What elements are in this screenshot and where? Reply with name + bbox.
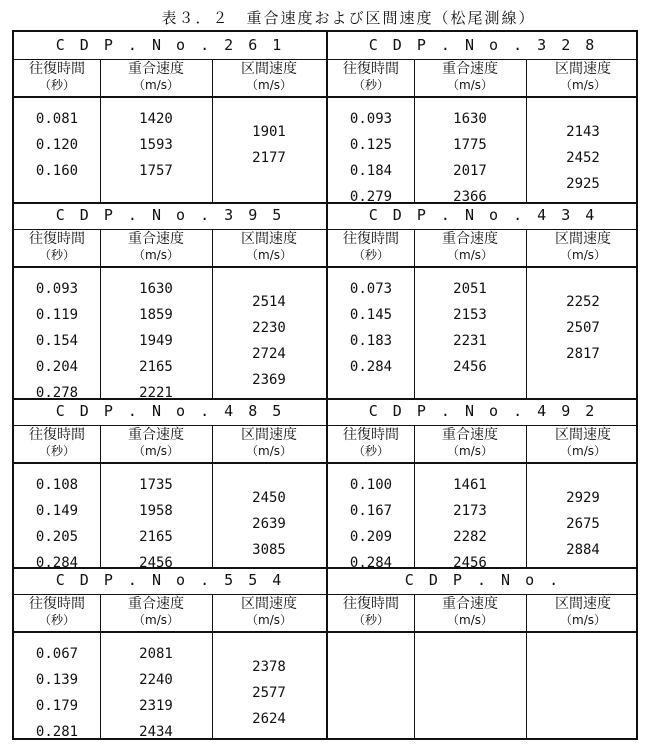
header-unit: （m/s）	[560, 444, 606, 458]
table-cell: 2153	[453, 307, 487, 323]
table-cell: 1958	[139, 503, 173, 519]
header-rule	[14, 266, 326, 268]
header-unit: （秒）	[38, 444, 75, 458]
cdp-title: C D P . N o . 4 9 2	[328, 398, 638, 426]
table-cell: 0.284	[349, 555, 393, 571]
time-header	[328, 594, 414, 630]
header-label: 重合速度	[442, 596, 498, 612]
header-label: 往復時間	[343, 427, 399, 443]
header-unit: （m/s）	[246, 613, 292, 627]
interval-velocity-column	[526, 485, 640, 563]
cdp-title: C D P . N o . 4 8 5	[14, 398, 326, 426]
stacking-velocity-header	[100, 229, 212, 265]
table-cell: 2456	[453, 555, 487, 571]
header-unit: （m/s）	[246, 444, 292, 458]
table-cell: 0.278	[35, 385, 79, 401]
table-cell: 2282	[453, 529, 487, 545]
two-way-time-column	[328, 276, 414, 380]
table-cell: 1630	[139, 281, 173, 297]
header-rule	[14, 631, 326, 633]
header-label: 区間速度	[241, 596, 297, 612]
cdp-block	[328, 398, 638, 571]
table-cell: 0.119	[35, 307, 79, 323]
table-cell: 0.093	[349, 111, 393, 127]
header-unit: （m/s）	[447, 444, 493, 458]
table-cell: 2081	[139, 646, 173, 662]
table-cell: 0.205	[35, 529, 79, 545]
header-label: 重合速度	[442, 427, 498, 443]
header-unit: （m/s）	[560, 248, 606, 262]
cdp-block	[328, 202, 638, 398]
header-rule	[14, 462, 326, 464]
table-cell: 2675	[566, 516, 600, 532]
cdp-title: C D P . N o . 2 6 1	[14, 32, 326, 60]
time-header	[328, 59, 414, 95]
table-cell: 2366	[453, 189, 487, 205]
two-way-time-column	[14, 472, 100, 576]
stacking-velocity-column	[100, 106, 212, 184]
table-cell: 0.125	[349, 137, 393, 153]
table-cell: 0.284	[349, 359, 393, 375]
table-cell: 2017	[453, 163, 487, 179]
header-label: 往復時間	[343, 231, 399, 247]
velocity-table	[12, 30, 638, 740]
stacking-velocity-column	[414, 276, 526, 380]
stacking-velocity-column	[100, 472, 212, 576]
table-cell: 2369	[252, 372, 286, 388]
table-cell: 0.284	[35, 555, 79, 571]
header-label: 区間速度	[241, 61, 297, 77]
header-unit: （秒）	[352, 248, 389, 262]
time-header	[14, 229, 100, 265]
interval-velocity-header	[212, 59, 326, 95]
table-cell: 2456	[139, 555, 173, 571]
table-cell: 0.149	[35, 503, 79, 519]
header-unit: （秒）	[38, 78, 75, 92]
interval-velocity-header	[526, 594, 640, 630]
table-cell: 0.081	[35, 111, 79, 127]
table-cell: 2884	[566, 542, 600, 558]
table-cell: 1420	[139, 111, 173, 127]
header-unit: （秒）	[38, 248, 75, 262]
table-cell: 0.281	[35, 724, 79, 740]
table-cell: 1593	[139, 137, 173, 153]
table-cell: 2929	[566, 490, 600, 506]
interval-velocity-column	[212, 654, 326, 732]
block-row-divider	[14, 567, 636, 569]
table-cell: 2165	[139, 529, 173, 545]
interval-velocity-column	[212, 289, 326, 393]
header-label: 往復時間	[29, 61, 85, 77]
interval-velocity-column	[526, 289, 640, 367]
two-way-time-column	[328, 472, 414, 576]
table-cell: 2177	[252, 150, 286, 166]
header-unit: （m/s）	[133, 248, 179, 262]
time-header	[328, 425, 414, 461]
stacking-velocity-column	[414, 472, 526, 576]
table-cell: 0.209	[349, 529, 393, 545]
table-cell: 0.204	[35, 359, 79, 375]
stacking-velocity-header	[414, 594, 526, 630]
time-header	[14, 59, 100, 95]
header-label: 区間速度	[555, 231, 611, 247]
table-cell: 3085	[252, 542, 286, 558]
interval-velocity-header	[526, 59, 640, 95]
block-row-divider	[14, 202, 636, 204]
interval-velocity-header	[212, 229, 326, 265]
header-label: 往復時間	[29, 231, 85, 247]
header-unit: （m/s）	[560, 613, 606, 627]
two-way-time-column	[14, 276, 100, 406]
header-unit: （秒）	[352, 613, 389, 627]
stacking-velocity-header	[100, 59, 212, 95]
table-cell: 0.160	[35, 163, 79, 179]
time-header	[328, 229, 414, 265]
interval-velocity-header	[212, 425, 326, 461]
table-cell: 2230	[252, 320, 286, 336]
two-way-time-column	[328, 106, 414, 210]
table-cell: 2165	[139, 359, 173, 375]
interval-velocity-header	[526, 229, 640, 265]
table-cell: 0.067	[35, 646, 79, 662]
header-label: 区間速度	[555, 61, 611, 77]
header-label: 往復時間	[29, 596, 85, 612]
header-unit: （秒）	[352, 444, 389, 458]
table-cell: 0.279	[349, 189, 393, 205]
table-cell: 0.073	[349, 281, 393, 297]
table-cell: 2452	[566, 150, 600, 166]
table-cell: 1461	[453, 477, 487, 493]
cdp-title: C D P . N o .	[328, 567, 638, 595]
table-cell: 0.167	[349, 503, 393, 519]
table-cell: 2051	[453, 281, 487, 297]
column-divider	[526, 594, 527, 740]
stacking-velocity-header	[414, 425, 526, 461]
table-cell: 2925	[566, 176, 600, 192]
header-label: 区間速度	[241, 231, 297, 247]
header-rule	[14, 96, 326, 98]
column-divider	[414, 594, 415, 740]
table-cell: 1775	[453, 137, 487, 153]
header-unit: （m/s）	[447, 248, 493, 262]
cdp-title: C D P . N o . 4 3 4	[328, 202, 638, 230]
cdp-block	[14, 32, 326, 202]
table-cell: 2378	[252, 659, 286, 675]
table-cell: 0.108	[35, 477, 79, 493]
cdp-block	[14, 567, 326, 740]
header-label: 重合速度	[128, 231, 184, 247]
stacking-velocity-header	[100, 425, 212, 461]
table-cell: 0.154	[35, 333, 79, 349]
time-header	[14, 594, 100, 630]
table-cell: 0.179	[35, 698, 79, 714]
cdp-title: C D P . N o . 5 5 4	[14, 567, 326, 595]
header-label: 重合速度	[442, 61, 498, 77]
stacking-velocity-column	[414, 106, 526, 210]
table-cell: 2240	[139, 672, 173, 688]
stacking-velocity-header	[414, 59, 526, 95]
table-cell: 2577	[252, 685, 286, 701]
table-cell: 0.120	[35, 137, 79, 153]
table-cell: 1757	[139, 163, 173, 179]
header-label: 重合速度	[128, 427, 184, 443]
cdp-block	[328, 32, 638, 205]
cdp-block	[14, 398, 326, 571]
table-cell: 1901	[252, 124, 286, 140]
table-cell: 0.093	[35, 281, 79, 297]
cdp-title: C D P . N o . 3 2 8	[328, 32, 638, 60]
table-cell: 2221	[139, 385, 173, 401]
header-unit: （m/s）	[447, 78, 493, 92]
table-cell: 0.184	[349, 163, 393, 179]
stacking-velocity-header	[414, 229, 526, 265]
table-cell: 2143	[566, 124, 600, 140]
table-cell: 0.183	[349, 333, 393, 349]
stacking-velocity-column	[100, 276, 212, 406]
header-label: 往復時間	[29, 427, 85, 443]
time-header	[14, 425, 100, 461]
header-label: 区間速度	[241, 427, 297, 443]
header-unit: （m/s）	[246, 78, 292, 92]
table-cell: 1735	[139, 477, 173, 493]
table-cell: 2450	[252, 490, 286, 506]
header-label: 重合速度	[128, 61, 184, 77]
two-way-time-column	[14, 641, 100, 745]
table-cell: 0.139	[35, 672, 79, 688]
interval-velocity-column	[212, 119, 326, 171]
header-label: 重合速度	[442, 231, 498, 247]
table-cell: 2231	[453, 333, 487, 349]
header-unit: （m/s）	[133, 78, 179, 92]
header-label: 往復時間	[343, 61, 399, 77]
stacking-velocity-column	[100, 641, 212, 745]
interval-velocity-header	[212, 594, 326, 630]
table-cell: 1949	[139, 333, 173, 349]
table-cell: 2724	[252, 346, 286, 362]
table-cell: 2173	[453, 503, 487, 519]
stacking-velocity-header	[100, 594, 212, 630]
interval-velocity-column	[212, 485, 326, 563]
table-cell: 2817	[566, 346, 600, 362]
header-unit: （秒）	[352, 78, 389, 92]
header-unit: （m/s）	[447, 613, 493, 627]
cdp-title: C D P . N o . 3 9 5	[14, 202, 326, 230]
header-label: 重合速度	[128, 596, 184, 612]
table-caption: 表３．２ 重合速度および区間速度（松尾測線）	[161, 9, 536, 27]
table-cell: 0.100	[349, 477, 393, 493]
cdp-block	[328, 567, 638, 740]
header-rule	[328, 266, 638, 268]
two-way-time-column	[14, 106, 100, 184]
header-label: 区間速度	[555, 427, 611, 443]
cdp-block	[14, 202, 326, 401]
header-unit: （秒）	[38, 613, 75, 627]
table-cell: 1630	[453, 111, 487, 127]
header-unit: （m/s）	[133, 444, 179, 458]
table-cell: 2514	[252, 294, 286, 310]
header-unit: （m/s）	[133, 613, 179, 627]
header-unit: （m/s）	[560, 78, 606, 92]
header-unit: （m/s）	[246, 248, 292, 262]
table-cell: 2319	[139, 698, 173, 714]
header-rule	[328, 631, 638, 633]
table-cell: 2252	[566, 294, 600, 310]
table-cell: 2639	[252, 516, 286, 532]
table-cell: 1859	[139, 307, 173, 323]
interval-velocity-column	[526, 119, 640, 197]
table-cell: 2456	[453, 359, 487, 375]
table-cell: 2624	[252, 711, 286, 727]
header-label: 往復時間	[343, 596, 399, 612]
header-rule	[328, 462, 638, 464]
interval-velocity-header	[526, 425, 640, 461]
header-rule	[328, 96, 638, 98]
table-cell: 0.145	[349, 307, 393, 323]
table-cell: 2434	[139, 724, 173, 740]
header-label: 区間速度	[555, 596, 611, 612]
table-cell: 2507	[566, 320, 600, 336]
block-row-divider	[14, 398, 636, 400]
